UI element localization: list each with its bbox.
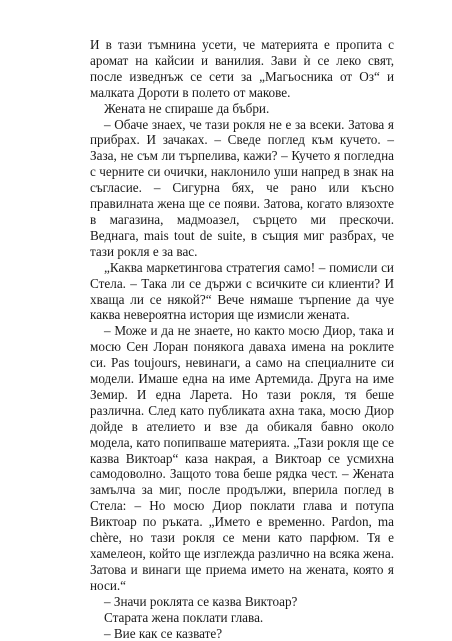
paragraph: – Значи роклята се казва Виктоар? — [104, 593, 298, 609]
paragraph: „Каква маркетингова стратегия само! – помисли си Стела. – Така ли се държи с всичките си клиенти? И хваща ли се някой?“ Вече нямаше търпение да чуе каква невероятна история ще измисли жената. — [90, 259, 394, 323]
paragraph: И в тази тъмнина усети, че материята е пропита с аромат на кайсии и ванилия. Зави ѝ се леко свят, после изведнъж се сети за „Магьосника от Оз“ и малката Дороти в полето от макове. — [90, 37, 394, 100]
paragraph: – Може и да не знаете, но както мосю Диор, така и мосю Сен Лоран понякога даваха имена на роклите си. Pas toujours, невинаги, а само на специалните си модели. Имаше една на име Артемида. Друга на име Земир. И една Ларета. Но тази рокля, тя беше различна. След като публиката ахна така, мосю Диор дойде в ателието и взе да обикаля бавно около модела, като попипваше материята. „Тази рокля ще се казва Виктоар“ каза накрая, а Виктоар се усмихна самодоволно. Защото това беше рядка чест. – Жената замълча за миг, после продължи, вперила поглед в Стела: – Но мосю Диор поклати глава и потупа Виктоар по ръката. „Името е временно. Pardon, ma chère, но тази рокля се мени като парфюм. Тя е хамелеон, който ще изглежда различно на всяка жена. Затова и винаги ще приема името на жената, която я носи.“ — [90, 323, 394, 593]
paragraph: Жената не спираше да бъбри. — [104, 100, 270, 116]
paragraph: Старата жена поклати глава. — [104, 609, 264, 625]
paragraph: – Вие как се казвате? — [104, 625, 223, 641]
paragraph: – Обаче знаех, че тази рокля не е за всеки. Затова я прибрах. И зачаках. – Сведе поглед към кучето. – Заза, не съм ли търпелива, кажи? – Кучето я погледна с черните си очички, наклонило уши напред в знак на съгласие. – Сигурна бях, че рано или късно правилната жена ще се появи. Затова, когато влязохте в магазина, мадмоазел, сърцето ми прескочи. Веднага, mais tout de suite, в същия миг разбрах, че тази рокля е за вас. — [90, 116, 394, 259]
